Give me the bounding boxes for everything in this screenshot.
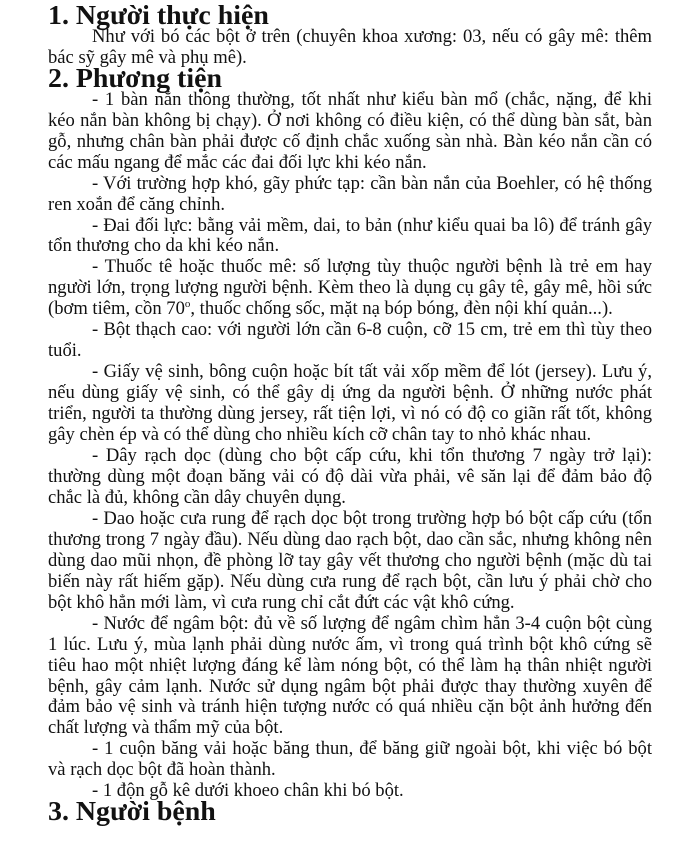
paragraph: - Dao hoặc cưa rung để rạch dọc bột trong trường hợp bó bột cấp cứu (tổn thương trong 7 ngày đầu). Nếu dùng dao rạch bột, dao cần sắc, nhưng không nên dùng dao mũi nhọn, đề phòng lỡ tay gây vết thương cho người bệnh (mặc dù tai biến này rất hiếm gặp). Nếu dùng cưa rung để rạch bột, cần lưu ý phải chờ cho bột khô hẳn mới làm, vì cưa rung chỉ cắt đứt các vật khô cứng. <box>48 507 652 613</box>
paragraph: - Giấy vệ sinh, bông cuộn hoặc bít tất vải xốp mềm để lót (jersey). Lưu ý, nếu dùng giấy vệ sinh, có thể gây dị ứng da người bệnh. Ở những nước phát triển, người ta thường dùng jersey, rất tiện lợi, vì nó có độ co giãn rất tốt, không gây chèn ép và có thể dùng cho nhiều kích cỡ chân tay to nhỏ khác nhau. <box>48 361 652 446</box>
section-heading-nguoi-thuc-hien: 1. Người thực hiện <box>48 0 269 31</box>
section-heading-phuong-tien: 2. Phương tiện <box>48 62 222 94</box>
paragraph: - Đai đối lực: bằng vải mềm, dai, to bản (như kiểu quai ba lô) để tránh gây tổn thương cho da khi kéo nắn. <box>48 214 652 257</box>
paragraph: - Bột thạch cao: với người lớn cần 6-8 cuộn, cỡ 15 cm, trẻ em thì tùy theo tuổi. <box>48 319 652 362</box>
paragraph: Như với bó các bột ở trên (chuyên khoa xương: 03, nếu có gây mê: thêm bác sỹ gây mê và phụ mê). <box>48 25 652 68</box>
paragraph: - Nước để ngâm bột: đủ về số lượng để ngâm chìm hẳn 3-4 cuộn bột cùng 1 lúc. Lưu ý, mùa lạnh phải dùng nước ấm, vì trong quá trình bột khô cứng sẽ tiêu hao một nhiệt lượng đáng kể làm nóng bột, có thể làm hạ thân nhiệt người bệnh, gây cảm lạnh. Nước sử dụng ngâm bột phải được thay thường xuyên để đảm bảo vệ sinh và tránh hiện tượng nước có quá nhiều cặn bột ảnh hưởng đến chất lượng và thẩm mỹ của bột. <box>48 612 652 739</box>
section-heading-nguoi-benh: 3. Người bệnh <box>48 796 216 828</box>
paragraph-text-continued: , thuốc chống sốc, mặt nạ bóp bóng, đèn nội khí quản...). <box>190 298 613 320</box>
degree-superscript: o <box>184 298 191 311</box>
paragraph: - Dây rạch dọc (dùng cho bột cấp cứu, khi tổn thương 7 ngày trở lại): thường dùng một đoạn băng vải có độ dài vừa phải, vê săn lại để đảm bảo độ chắc là đủ, không cần dây chuyên dụng. <box>48 445 652 508</box>
paragraph: - 1 bàn nắn thông thường, tốt nhất như kiểu bàn mổ (chắc, nặng, để khi kéo nắn bàn không bị chạy). Ở nơi không có điều kiện, có thể dùng bàn sắt, bàn gỗ, nhưng chân bàn phải được cố định chắc xuống sàn nhà. Bàn kéo nắn cần có các mấu ngang để mắc các đai đối lực khi kéo nắn. <box>48 88 652 173</box>
paragraph: - 1 cuộn băng vải hoặc băng thun, để băng giữ ngoài bột, khi việc bó bột và rạch dọc bột đã hoàn thành. <box>48 738 652 781</box>
paragraph-text: - Thuốc tê hoặc thuốc mê: số lượng tùy thuộc người bệnh là trẻ em hay người lớn, trọng lượng người bệnh. Kèm theo là dụng cụ gây tê, gây mê, hồi sức (bơm tiêm, cồn 70 <box>48 256 652 320</box>
paragraph: - 1 độn gỗ kê dưới khoeo chân khi bó bột. <box>92 780 404 802</box>
paragraph: - Với trường hợp khó, gãy phức tạp: cần bàn nắn của Boehler, có hệ thống ren xoắn để căng chỉnh. <box>48 172 652 215</box>
paragraph-anesthesia <box>48 257 652 320</box>
